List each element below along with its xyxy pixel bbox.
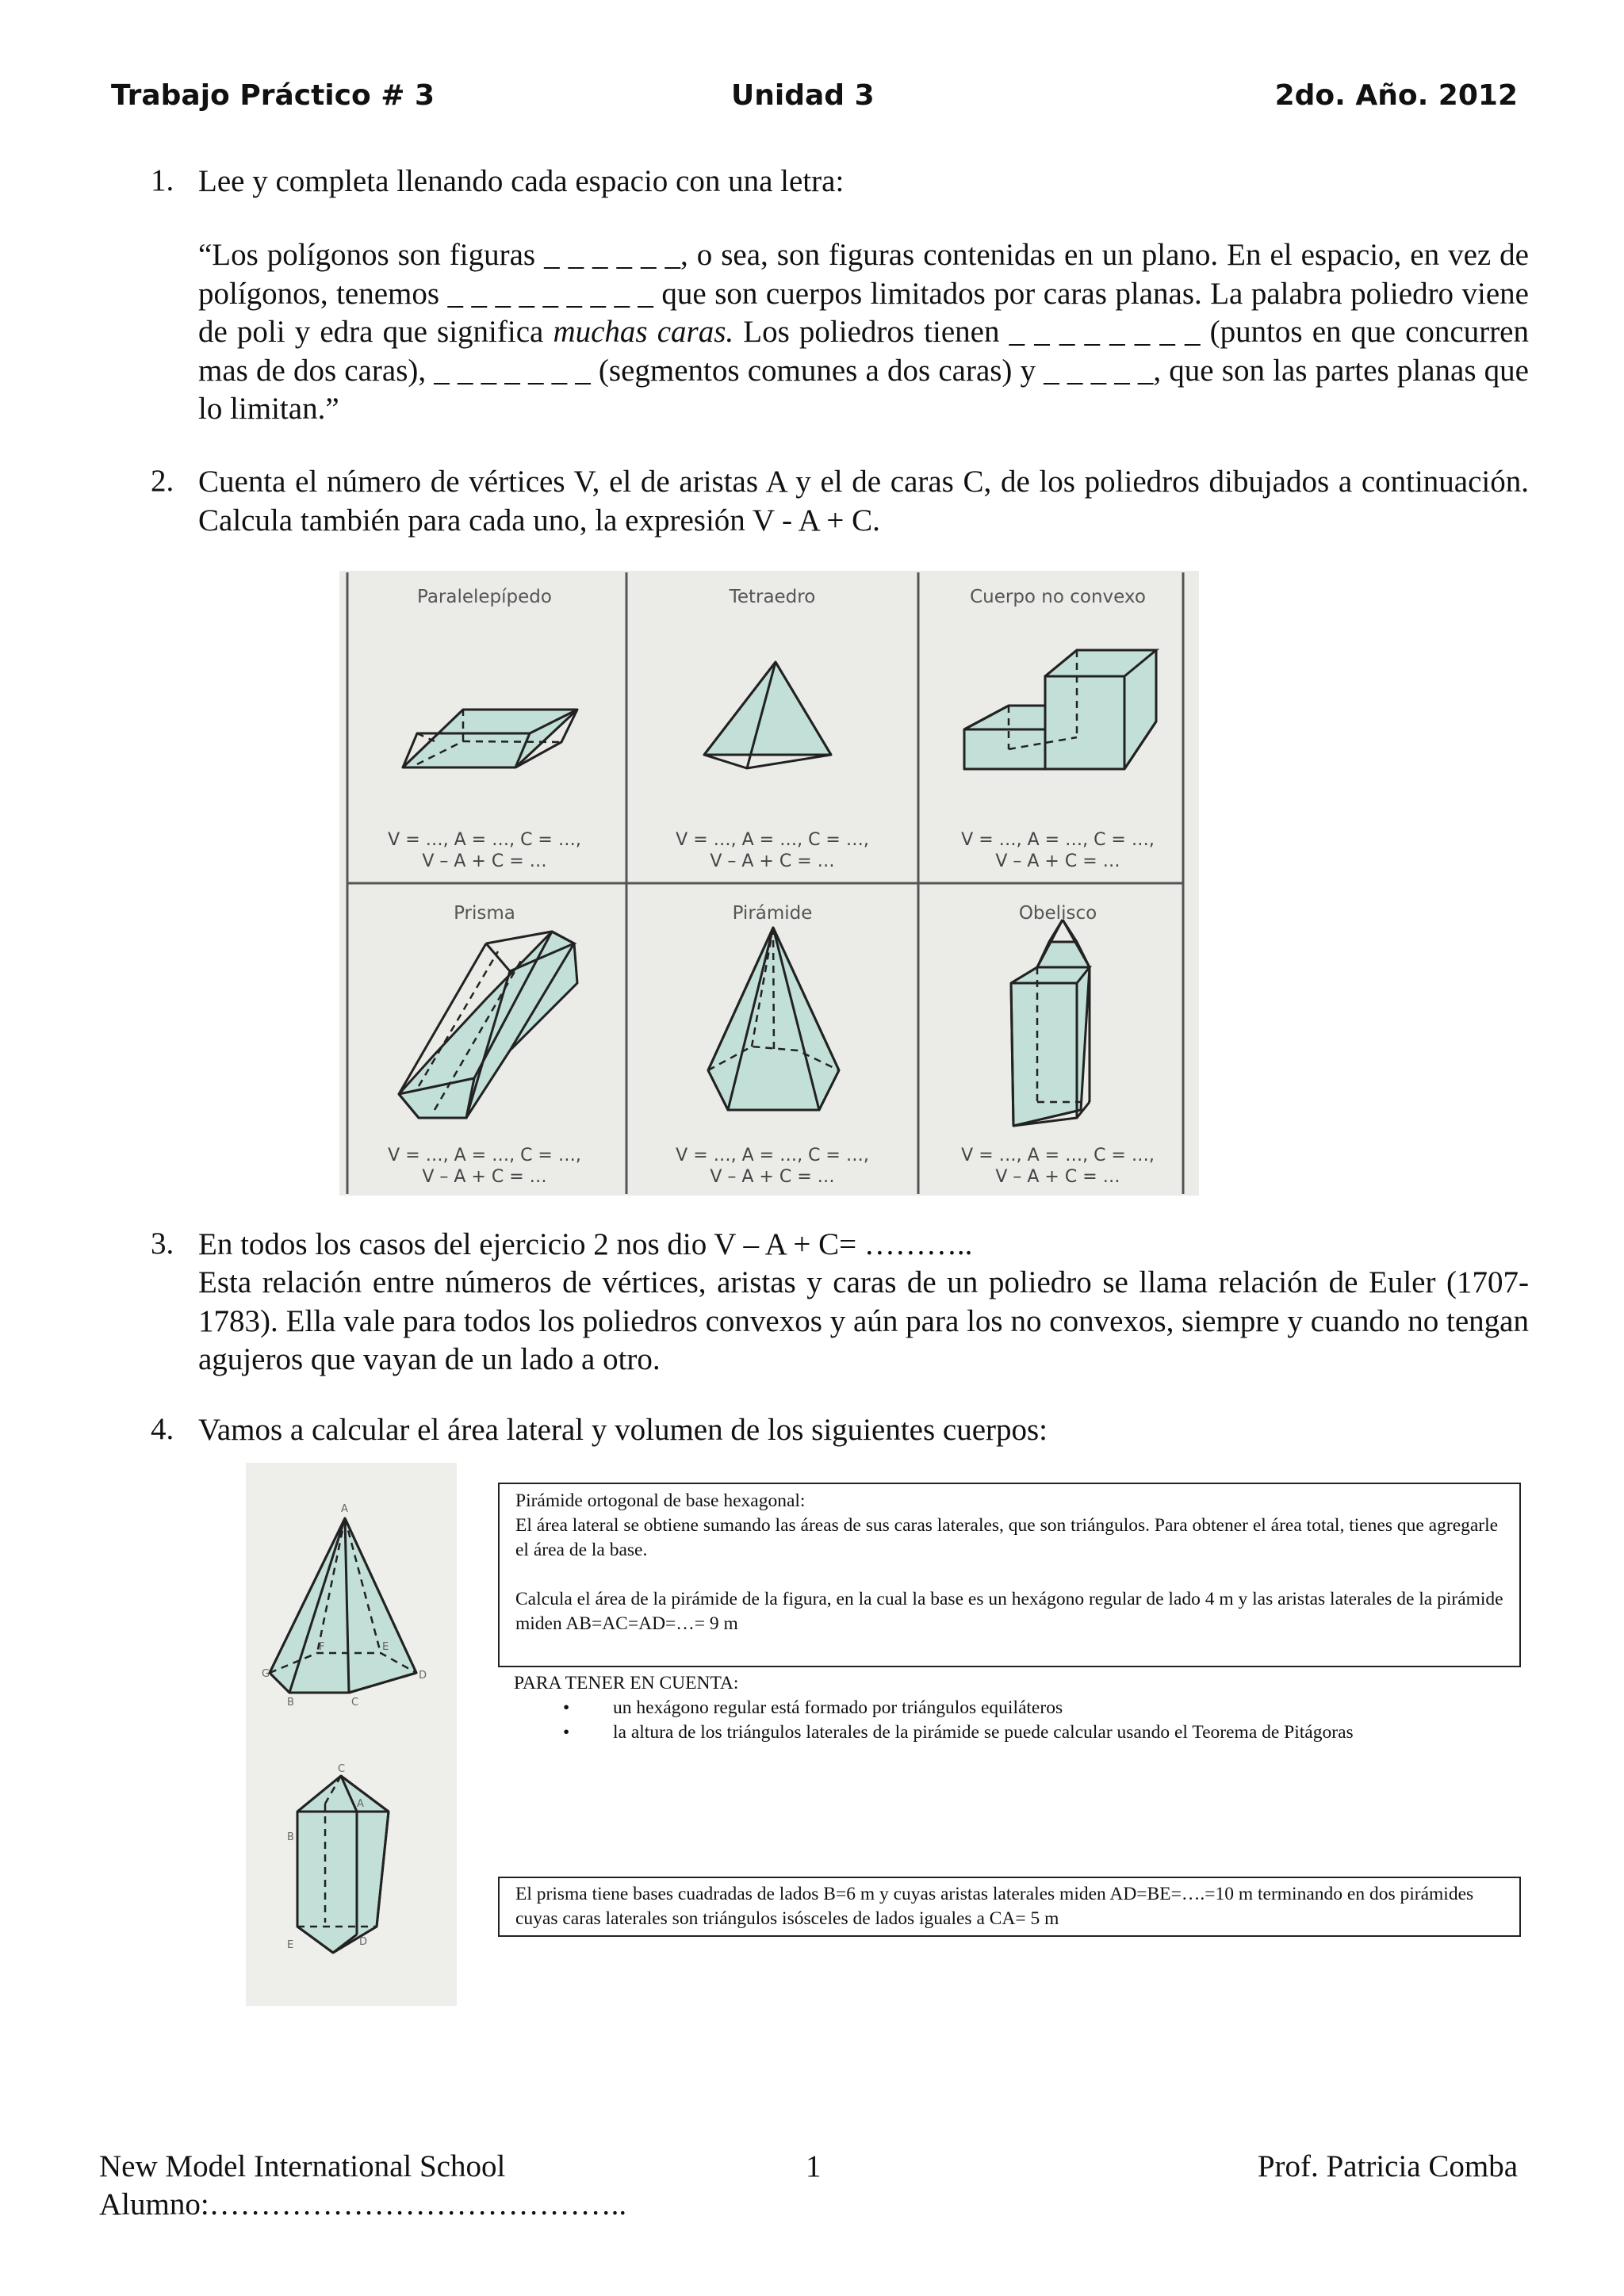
fig-formula-2b: V – A + C = …: [710, 851, 835, 871]
q1-fill-text: [198, 236, 1537, 429]
footer-school: New Model International School: [99, 2149, 506, 2183]
fig-title-obelisco: Obelisco: [1018, 903, 1097, 924]
fig-title-prisma: Prisma: [454, 903, 515, 924]
pyr-label-e: E: [382, 1641, 389, 1653]
fig-title-tetraedro: Tetraedro: [729, 587, 816, 607]
notes-item: • un hexágono regular está formado por triángulos equiláteros: [514, 1696, 1529, 1720]
box2-text: El prisma tiene bases cuadradas de lados B=6 m y cuyas aristas laterales miden AD=BE=….=10 m terminando en dos pirámides cuyas caras laterales son triángulos isósceles de lados iguales a CA= 5 m: [515, 1884, 1479, 1929]
bullet-icon: •: [563, 1697, 570, 1718]
pyr-label-c: C: [351, 1697, 359, 1709]
pyr-label-g: G: [262, 1668, 270, 1680]
fig-title-paralelepipedo: Paralelepípedo: [417, 587, 552, 607]
fig-title-piramide: Pirámide: [732, 903, 813, 924]
footer-student-line: Alumno:…………………………………..: [99, 2187, 627, 2221]
fig-formula-1b: V – A + C = …: [422, 851, 547, 871]
prism-label-b: B: [287, 1831, 294, 1843]
prism-box: [498, 1877, 1521, 1937]
notes-item: • la altura de los triángulos laterales de la pirámide se puede calcular usando el Teorema de Pitágoras: [514, 1720, 1529, 1745]
bullet-icon: •: [563, 1722, 570, 1743]
prism-label-d: D: [359, 1936, 368, 1948]
q2-number: 2.: [151, 464, 174, 498]
hexagonal-pyramid-and-prism-figure: [246, 1463, 457, 2006]
q4-number: 4.: [151, 1412, 174, 1446]
fig-formula-4a: V = …, A = …, C = …,: [388, 1146, 581, 1165]
q1-text-b: Los poliedros tienen _ _ _ _ _ _ _ _ (puntos en que concurren mas de dos caras), _ _ _ _ _ _ _ (segmentos comunes a dos caras) y _ _ _ _ _, que son las partes planas que lo limitan.”: [198, 315, 1537, 426]
header-title: Trabajo Práctico # 3: [111, 79, 435, 112]
pyr-label-a: A: [341, 1503, 348, 1515]
box1-p2: Calcula el área de la pirámide de la figura, en la cual la base es un hexágono regular de lado 4 m y las aristas laterales de la pirámide miden AB=AC=AD=…= 9 m: [515, 1589, 1508, 1634]
header-year: 2do. Año. 2012: [1274, 79, 1518, 112]
prism-label-e: E: [287, 1939, 294, 1951]
notes-section: [514, 1671, 1529, 1745]
fig-formula-1a: V = …, A = …, C = …,: [388, 830, 581, 850]
pyr-label-d: D: [419, 1670, 427, 1682]
fig-formula-6a: V = …, A = …, C = …,: [961, 1146, 1155, 1165]
q1-number: 1.: [151, 163, 174, 197]
box1-p1: El área lateral se obtiene sumando las áreas de sus caras laterales, que son triángulos. Para obtener el área total, tienes que agregarle el área de la base.: [515, 1515, 1503, 1560]
q3-text: Esta relación entre números de vértices, aristas y caras de un poliedro se llama relación de Euler (1707-1783). Ella vale para todos los poliedros convexos y aún para los no convexos, siempre y cuando no tengan agujeros que vayan de un lado a otro.: [198, 1265, 1529, 1376]
fig-formula-5a: V = …, A = …, C = …,: [676, 1146, 869, 1165]
footer-page-number: 1: [806, 2149, 822, 2183]
fig-title-cuerpo: Cuerpo no convexo: [970, 587, 1146, 607]
fig-formula-3a: V = …, A = …, C = …,: [961, 830, 1155, 850]
q3-line1: En todos los casos del ejercicio 2 nos dio V – A + C= ………..: [198, 1227, 973, 1261]
hexagonal-pyramid-box: [498, 1483, 1521, 1667]
q4-text: Vamos a calcular el área lateral y volumen de los siguientes cuerpos:: [198, 1413, 1048, 1447]
fig-formula-3b: V – A + C = …: [995, 851, 1120, 871]
footer-teacher: Prof. Patricia Comba: [1257, 2149, 1518, 2183]
fig-formula-6b: V – A + C = …: [995, 1167, 1120, 1187]
polyhedra-figure: [339, 571, 1199, 1196]
q1-text-a: “Los polígonos son figuras _ _ _ _ _ _, o sea, son figuras contenidas en un plano. En el espacio, en vez de polígonos, tenemos _ _ _ _ _ _ _ _ _ que son cuerpos limitados por caras planas. La palabra poliedro viene de poli y edra que significa: [198, 238, 1537, 349]
q1-text-italic: muchas caras.: [553, 315, 734, 349]
fig-formula-2a: V = …, A = …, C = …,: [676, 830, 869, 850]
header-unit: Unidad 3: [731, 79, 875, 112]
notes-title: PARA TENER EN CUENTA:: [514, 1673, 739, 1693]
pyr-label-b: B: [287, 1697, 294, 1709]
q2-text: Cuenta el número de vértices V, el de aristas A y el de caras C, de los poliedros dibujados a continuación. Calcula también para cada uno, la expresión V - A + C.: [198, 465, 1529, 538]
fig-formula-5b: V – A + C = …: [710, 1167, 835, 1187]
prism-label-a: A: [357, 1798, 364, 1810]
fig-formula-4b: V – A + C = …: [422, 1167, 547, 1187]
pyr-label-f: F: [319, 1641, 325, 1653]
q3-number: 3.: [151, 1226, 174, 1261]
box1-title: Pirámide ortogonal de base hexagonal:: [515, 1490, 806, 1511]
q1-instruction: Lee y completa llenando cada espacio con una letra:: [198, 164, 845, 198]
prism-label-c: C: [338, 1763, 346, 1775]
